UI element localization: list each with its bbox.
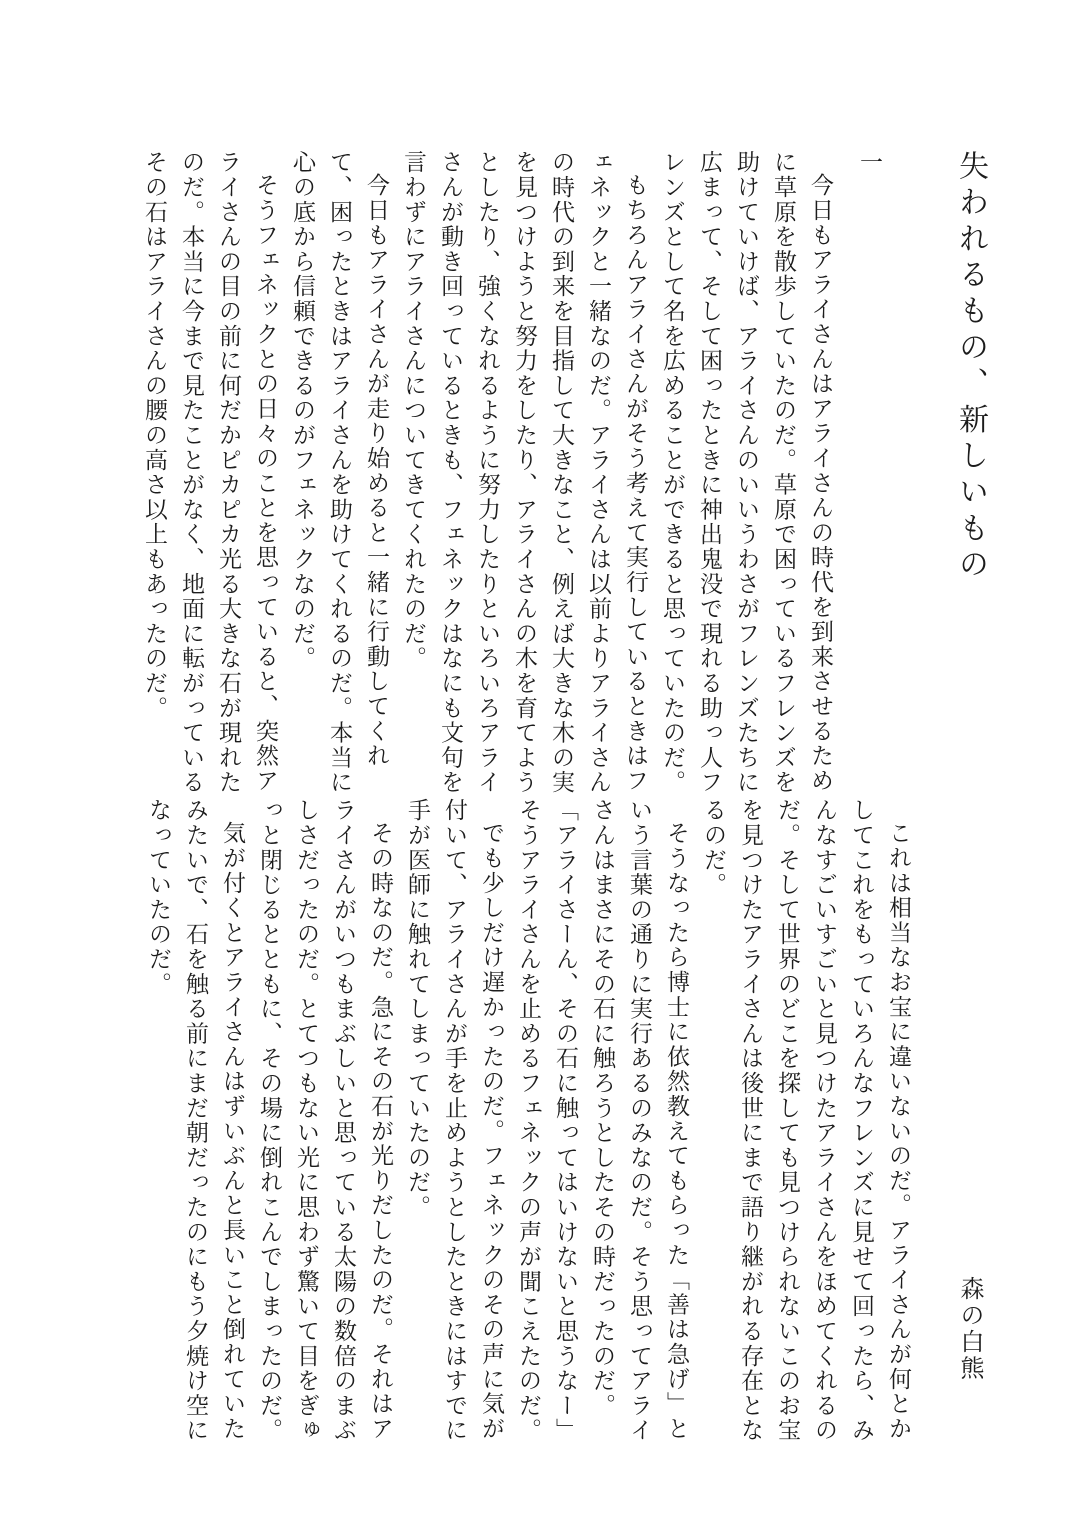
section-one xyxy=(136,150,990,798)
page-title: 失われるもの、新しいもの xyxy=(954,150,987,585)
story-paragraph: そうアライさんを止めるフェネックの声が聞こえたのだ。 xyxy=(516,798,541,1443)
story-paragraph: その時なのだ。急にその石が光りだしたのだ。それはアライさんがいつもまぶしいと思っている太陽の数倍のまぶしさだったのだ。とてつもない光に思わず驚いて目をぎゅっと閉じるとともに、その場に倒れこんでしまったのだ。 xyxy=(257,798,393,1443)
story-paragraph: 今日もアライさんが走り始めると一緒に行動してくれて、困ったときはアライさんを助けてくれるのだ。本当に心の底から信頼できるのがフェネックなのだ。 xyxy=(290,150,389,795)
story-paragraph: これは相当なお宝に違いないのだ。アライさんが何とかしてこれをもっていろんなフレンズに見せて回ったら、みんなすごいすごいと見つけたアライさんをほめてくれるのだ。そして世界のどこを探しても見つけられないこのお宝を見つけたアライさんは後世にまで語り継がれる存在となるのだ。 xyxy=(701,798,911,1443)
author-name: 森の白熊 xyxy=(956,1276,983,1382)
chapter-number: 一 xyxy=(857,150,882,175)
story-dialogue-line: 「アライさーん、その石に触ってはいけないと思うなー」 xyxy=(553,798,578,1443)
story-paragraph: でも少しだけ遅かったのだ。フェネックのその声に気が付いて、アライさんが手を止めようとしたときにはすでに手が医師に触れてしまっていたのだ。 xyxy=(405,798,504,1443)
story-paragraph: 今日もアライさんはアライさんの時代を到来させるために草原を散歩していたのだ。草原で困っているフレンズを助けていけば、アライさんのいいうわさがフレンズたちに広まって、そして困ったときに神出鬼没で現れる助っ人フレンズとして名を広めることができると思っていたのだ。 xyxy=(660,150,833,795)
section-two xyxy=(140,798,988,1462)
story-paragraph: そうフェネックとの日々のことを思っていると、突然アライさんの目の前に何だかピカピカ光る大きな石が現れたのだ。本当に今まで見たことがなく、地面に転がっているその石はアライさんの腰の高さ以上もあったのだ。 xyxy=(142,150,278,795)
story-paragraph: そうなったら博士に依然教えてもらった「善は急げ」という言葉の通りに実行あるのみなのだ。そう思ってアライさんはまさにその石に触ろうとしたその時だったのだ。 xyxy=(590,798,689,1443)
story-paragraph: もちろんアライさんがそう考えて実行しているときはフェネックと一緒なのだ。アライさんは以前よりアライさんの時代の到来を目指して大きなこと、例えば大きな木の実を見つけようと努力をしたり、アライさんの木を育てようとしたり、強くなれるように努力したりといろいろアライさんが動き回っているときも、フェネックはなにも文句を言わずにアライさんについてきてくれたのだ。 xyxy=(401,150,648,795)
story-paragraph: 気が付くとアライさんはずいぶんと長いこと倒れていたみたいで、石を触る前にまだ朝だったのにもう夕焼け空になっていたのだ。 xyxy=(146,798,245,1443)
